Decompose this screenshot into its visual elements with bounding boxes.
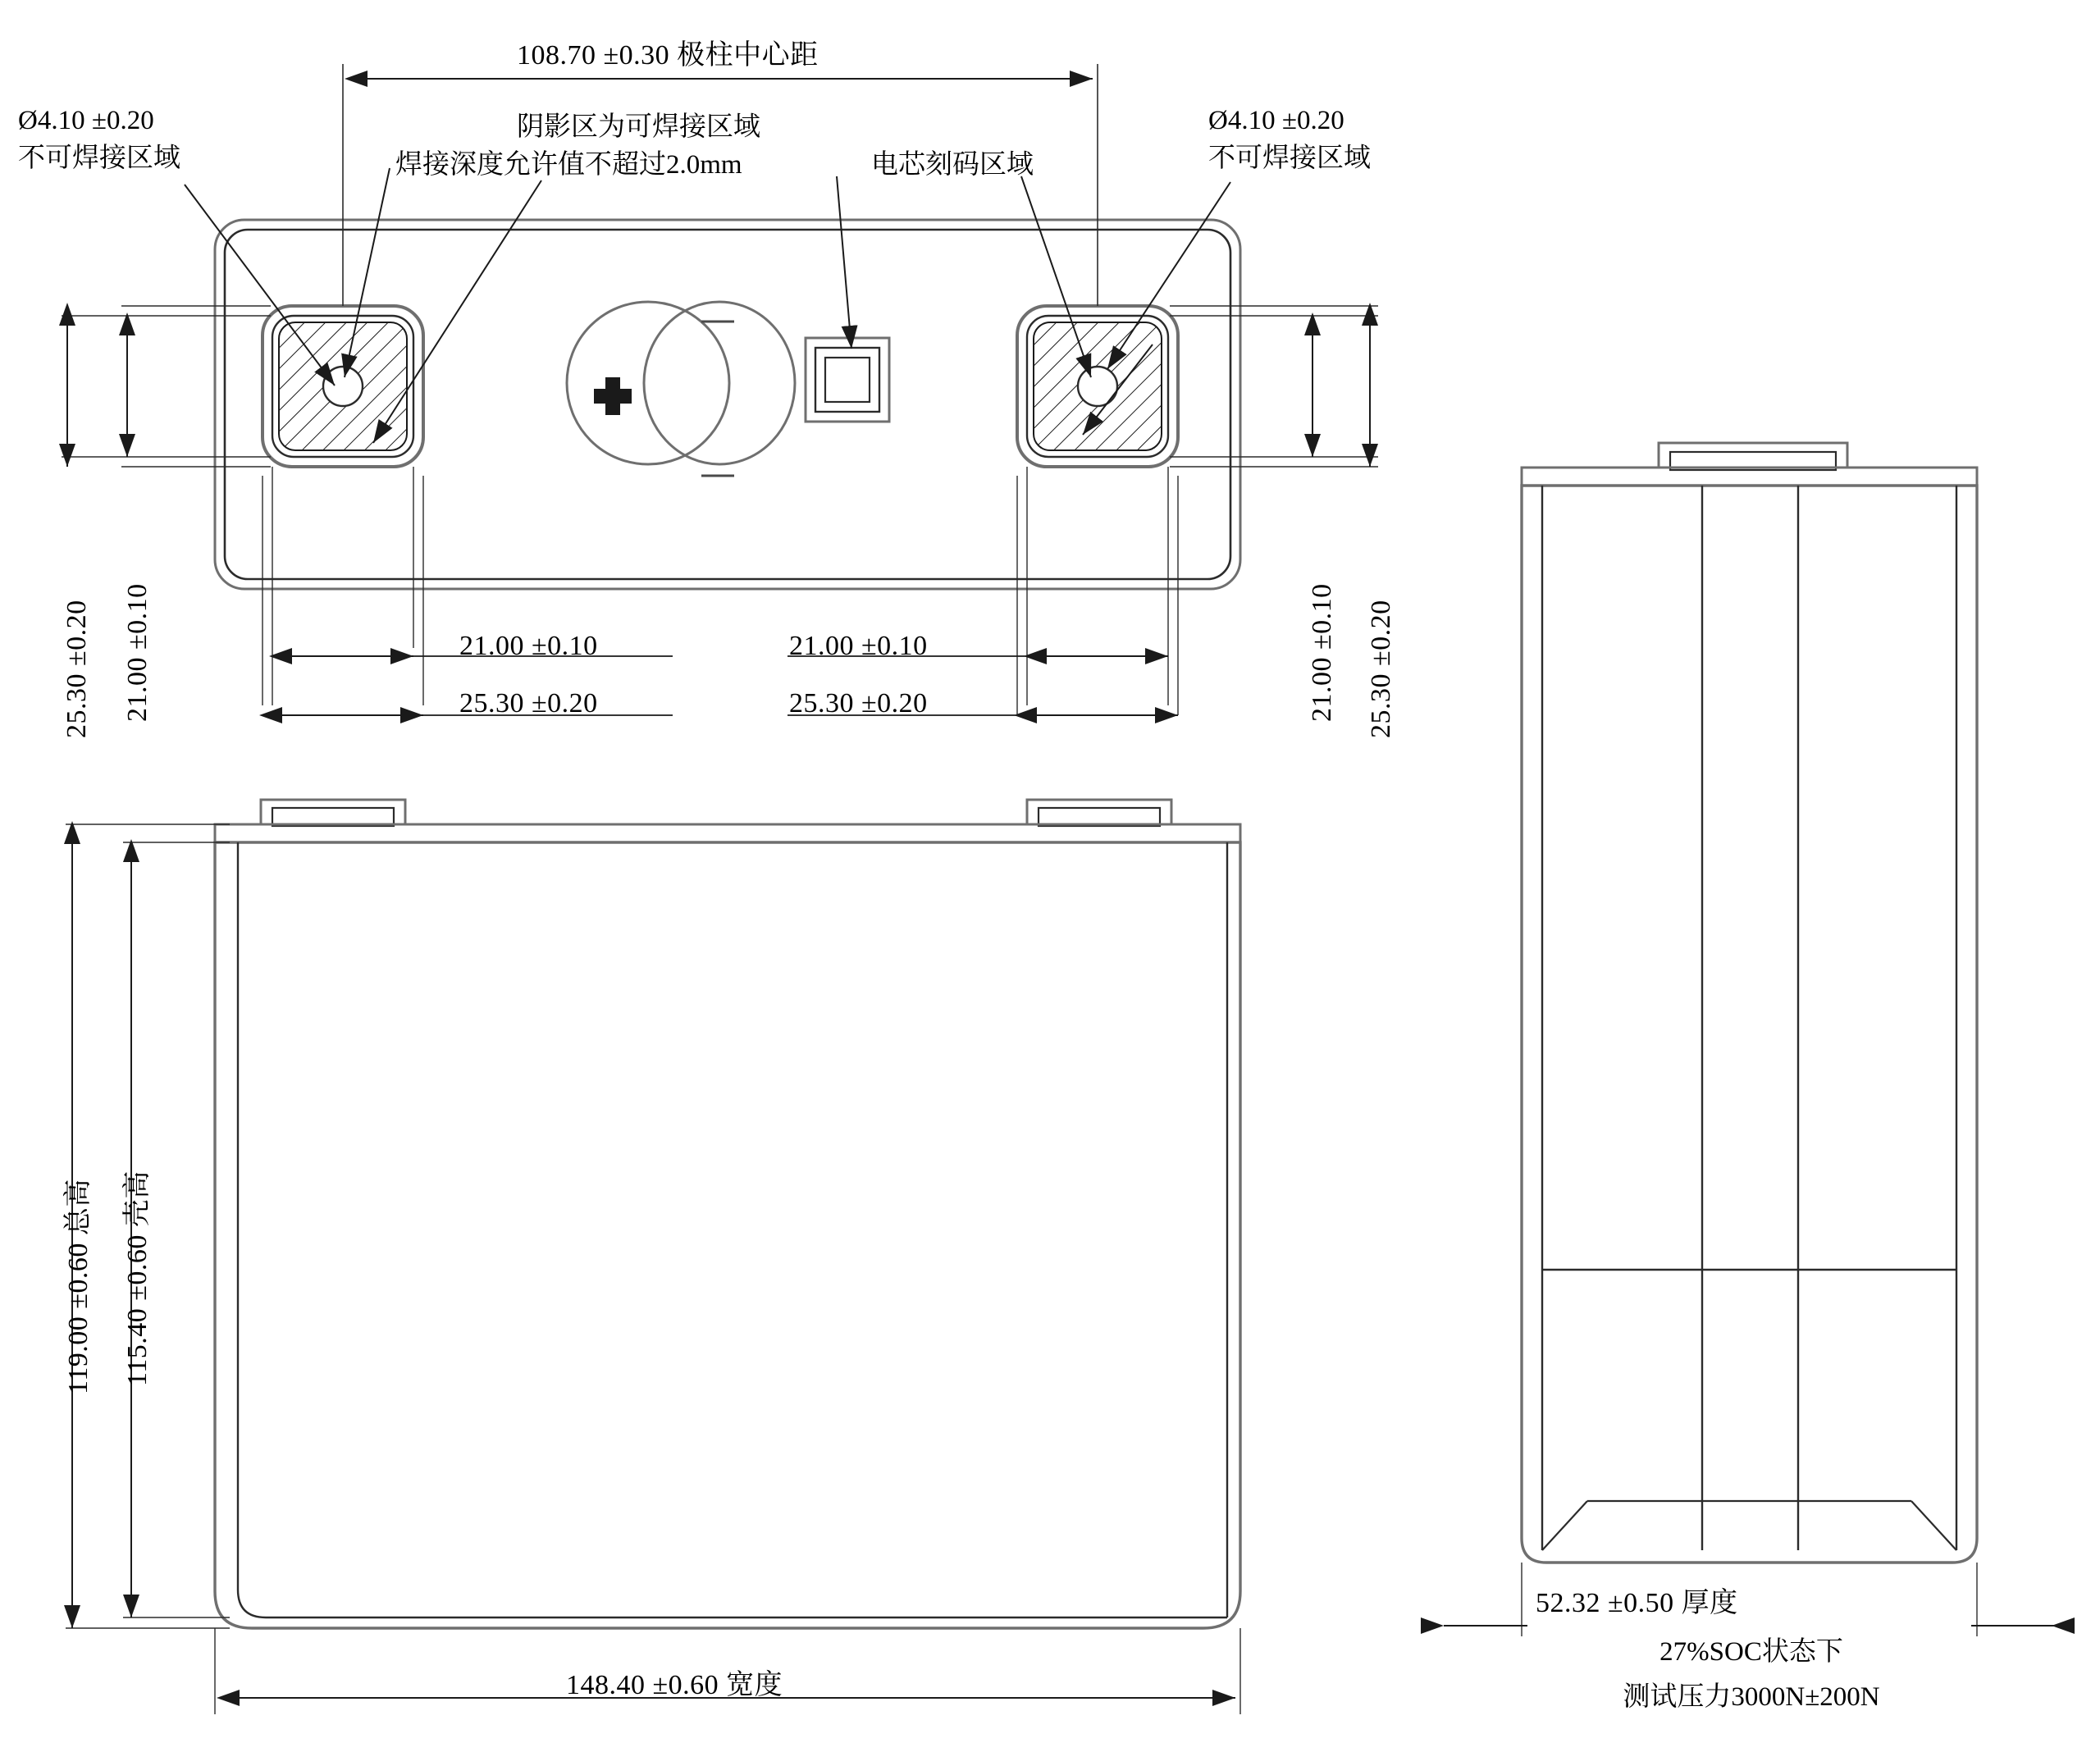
dim-body-height: 115.40 ±0.60 壳高: [122, 1170, 153, 1386]
note-code-area: 电芯刻码区域: [871, 150, 1034, 180]
note-left-hole-line2: 不可焊接区域: [18, 144, 180, 173]
dim-right-terminal-height-inner: 21.00 ±0.10: [1307, 583, 1337, 722]
note-left-hole-line1: Ø4.10 ±0.20: [18, 106, 154, 135]
dim-width: 148.40 ±0.60 宽度: [566, 1670, 783, 1700]
dim-left-terminal-height-inner: 21.00 ±0.10: [122, 583, 153, 722]
dim-right-terminal-width-outer: 25.30 ±0.20: [789, 688, 928, 719]
dim-total-height: 119.00 ±0.60 总高: [63, 1179, 94, 1394]
dim-right-terminal-width-inner: 21.00 ±0.10: [789, 631, 928, 661]
dim-terminal-pitch: 108.70 ±0.30 极柱中心距: [517, 40, 819, 71]
dim-left-terminal-height-outer: 25.30 ±0.20: [62, 600, 92, 738]
dim-left-terminal-width-outer: 25.30 ±0.20: [459, 688, 598, 719]
note-right-hole-line1: Ø4.10 ±0.20: [1208, 106, 1344, 135]
note-soc-condition: 27%SOC状态下: [1659, 1637, 1843, 1667]
note-weldable-line2: 焊接深度允许值不超过2.0mm: [395, 150, 742, 180]
note-right-hole-line2: 不可焊接区域: [1208, 144, 1371, 173]
dim-thickness: 52.32 ±0.50 厚度: [1536, 1588, 1738, 1618]
note-weldable-line1: 阴影区为可焊接区域: [517, 112, 760, 142]
dim-left-terminal-width-inner: 21.00 ±0.10: [459, 631, 598, 661]
dim-right-terminal-height-outer: 25.30 ±0.20: [1366, 600, 1396, 738]
note-test-pressure: 测试压力3000N±200N: [1623, 1682, 1880, 1712]
